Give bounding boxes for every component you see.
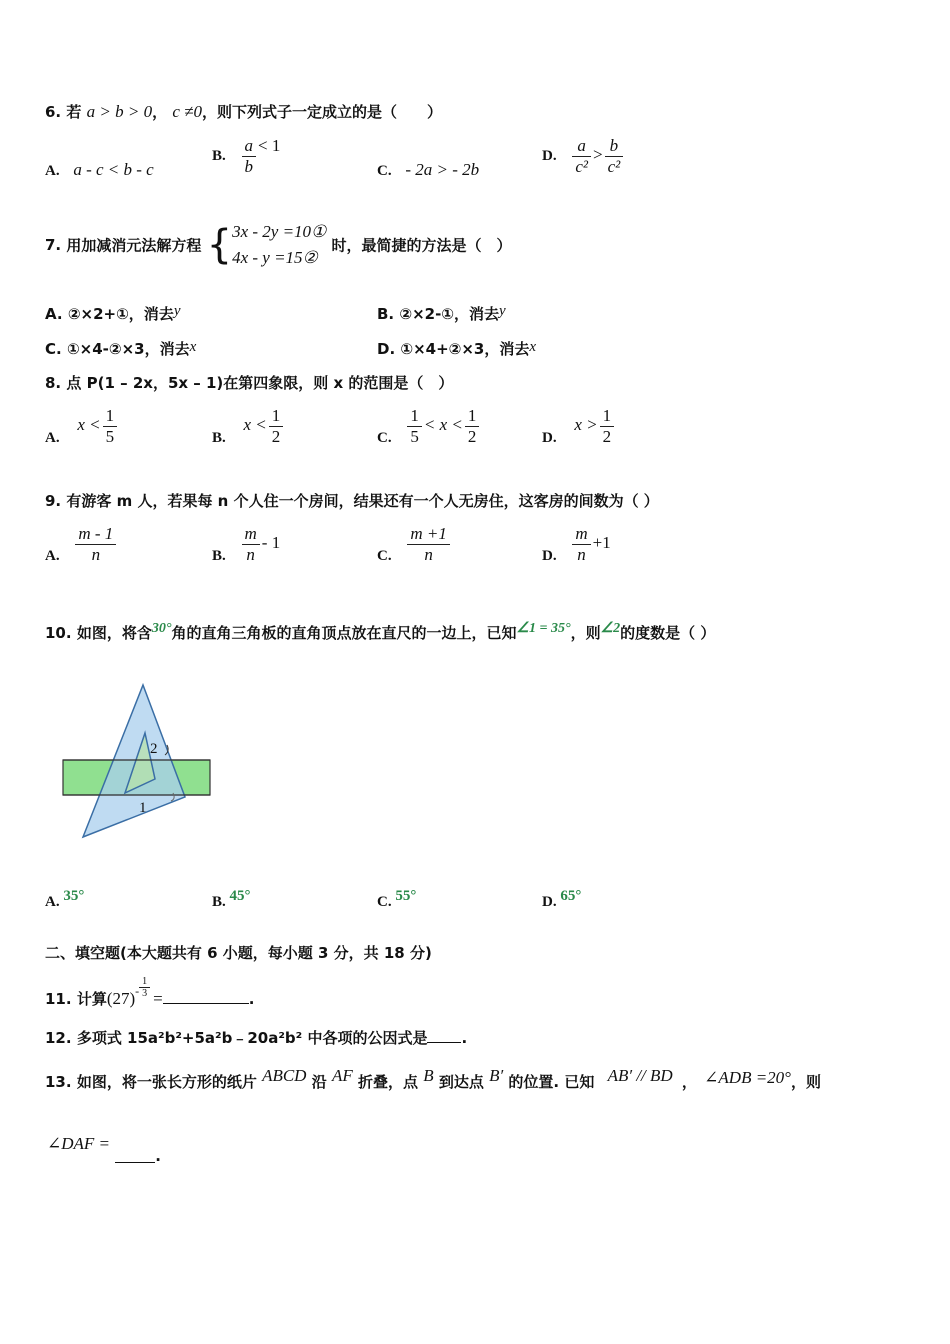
q8-option-d[interactable]: D. x > $\frac{1}{2}$ [542, 406, 616, 447]
q7-option-b[interactable]: B. ②×2-①，消去y [377, 303, 506, 323]
question-7: 7. 用加减消元法解方程 { 3x - 2y =10① 4x - y =15② 时，最简捷的方法是（ ） [45, 219, 512, 271]
q9-option-b[interactable]: B. $\frac{m}{n}$ - 1 [212, 524, 281, 564]
question-13: 13. 如图，将一张长方形的纸片 ABCD 沿 AF 折叠，点 B 到达点 B′ 的位置. 已知 AB′ // BD ， ∠ADB =20°，则 [45, 1066, 821, 1091]
section-heading: 二、填空题(本大题共有 6 小题，每小题 3 分，共 18 分) [45, 944, 432, 962]
angle-1-label: 1 [139, 800, 147, 816]
ruler-triangle-figure [55, 675, 220, 845]
q10-option-d[interactable]: D. 65° [542, 888, 582, 910]
equation-system: 3x - 2y =10① 4x - y =15② [232, 222, 327, 267]
q6-option-b[interactable]: B. $\frac{a}{b}$ < 1 [212, 136, 281, 177]
answer-blank[interactable] [163, 989, 249, 1004]
question-number: 9. [45, 492, 62, 510]
q7-option-c[interactable]: C. ①×4-②×3，消去x [45, 339, 197, 358]
q8-option-a[interactable]: A. x < $\frac{1}{5}$ [45, 406, 119, 447]
answer-blank[interactable] [427, 1028, 461, 1043]
angle-2-label: 2 [150, 741, 158, 757]
question-12: 12. 多项式 15a²b²+5a²b﹣20a²b² 中各项的公因式是 . [45, 1029, 468, 1047]
question-number: 11. [45, 990, 72, 1008]
question-10: 10. 如图，将含30°角的直角三角板的直角顶点放在直尺的一边上，已知∠1 = 35°，则∠2的度数是（ ） [45, 621, 716, 642]
question-13-answer: ∠DAF = . [47, 1134, 161, 1165]
q6-option-a[interactable]: A. a - c < b - c [45, 160, 154, 179]
question-number: 8. [45, 374, 62, 392]
q7-option-d[interactable]: D. ①×4+②×3，消去x [377, 339, 537, 358]
q10-option-a[interactable]: A. 35° [45, 888, 85, 910]
q9-option-c[interactable]: C. $\frac{m +1}{n}$ [377, 524, 452, 565]
question-number: 13. [45, 1073, 72, 1091]
question-9: 9. 有游客 m 人，若果每 n 个人住一个房间，结果还有一个人无房住，这客房的间数为（ ） [45, 492, 659, 510]
question-11: 11. 计算(27)- $\frac{1}{3}$ = . [45, 976, 255, 1008]
question-number: 6. [45, 103, 62, 121]
question-8: 8. 点 P(1 – 2x，5x – 1)在第四象限，则 x 的范围是（ ） [45, 374, 454, 392]
q7-option-a[interactable]: A. ②×2+①，消去y [45, 303, 181, 323]
q6-option-c[interactable]: C. - 2a > - 2b [377, 160, 480, 179]
question-number: 12. [45, 1029, 72, 1047]
question-6: 6. 若 a > b > 0， c ≠0，则下列式子一定成立的是（ ） [45, 102, 442, 121]
q6-option-d[interactable]: D. $\frac{a}{\text{c²}}$ > $\frac{b}{\text{c²}}$ [542, 136, 625, 177]
question-number: 7. [45, 236, 62, 254]
q9-option-d[interactable]: D. $\frac{m}{n}$ +1 [542, 524, 611, 564]
answer-blank[interactable] [115, 1148, 155, 1163]
q8-option-c[interactable]: C. $\frac{1}{5}$ < x < $\frac{1}{2}$ [377, 406, 481, 447]
q8-option-b[interactable]: B. x < $\frac{1}{2}$ [212, 406, 285, 447]
question-number: 10. [45, 624, 72, 642]
q10-option-c[interactable]: C. 55° [377, 888, 417, 910]
q10-option-b[interactable]: B. 45° [212, 888, 251, 910]
equation-brace: { [206, 222, 233, 268]
q9-option-a[interactable]: A. $\frac{m - 1}{n}$ [45, 524, 118, 565]
